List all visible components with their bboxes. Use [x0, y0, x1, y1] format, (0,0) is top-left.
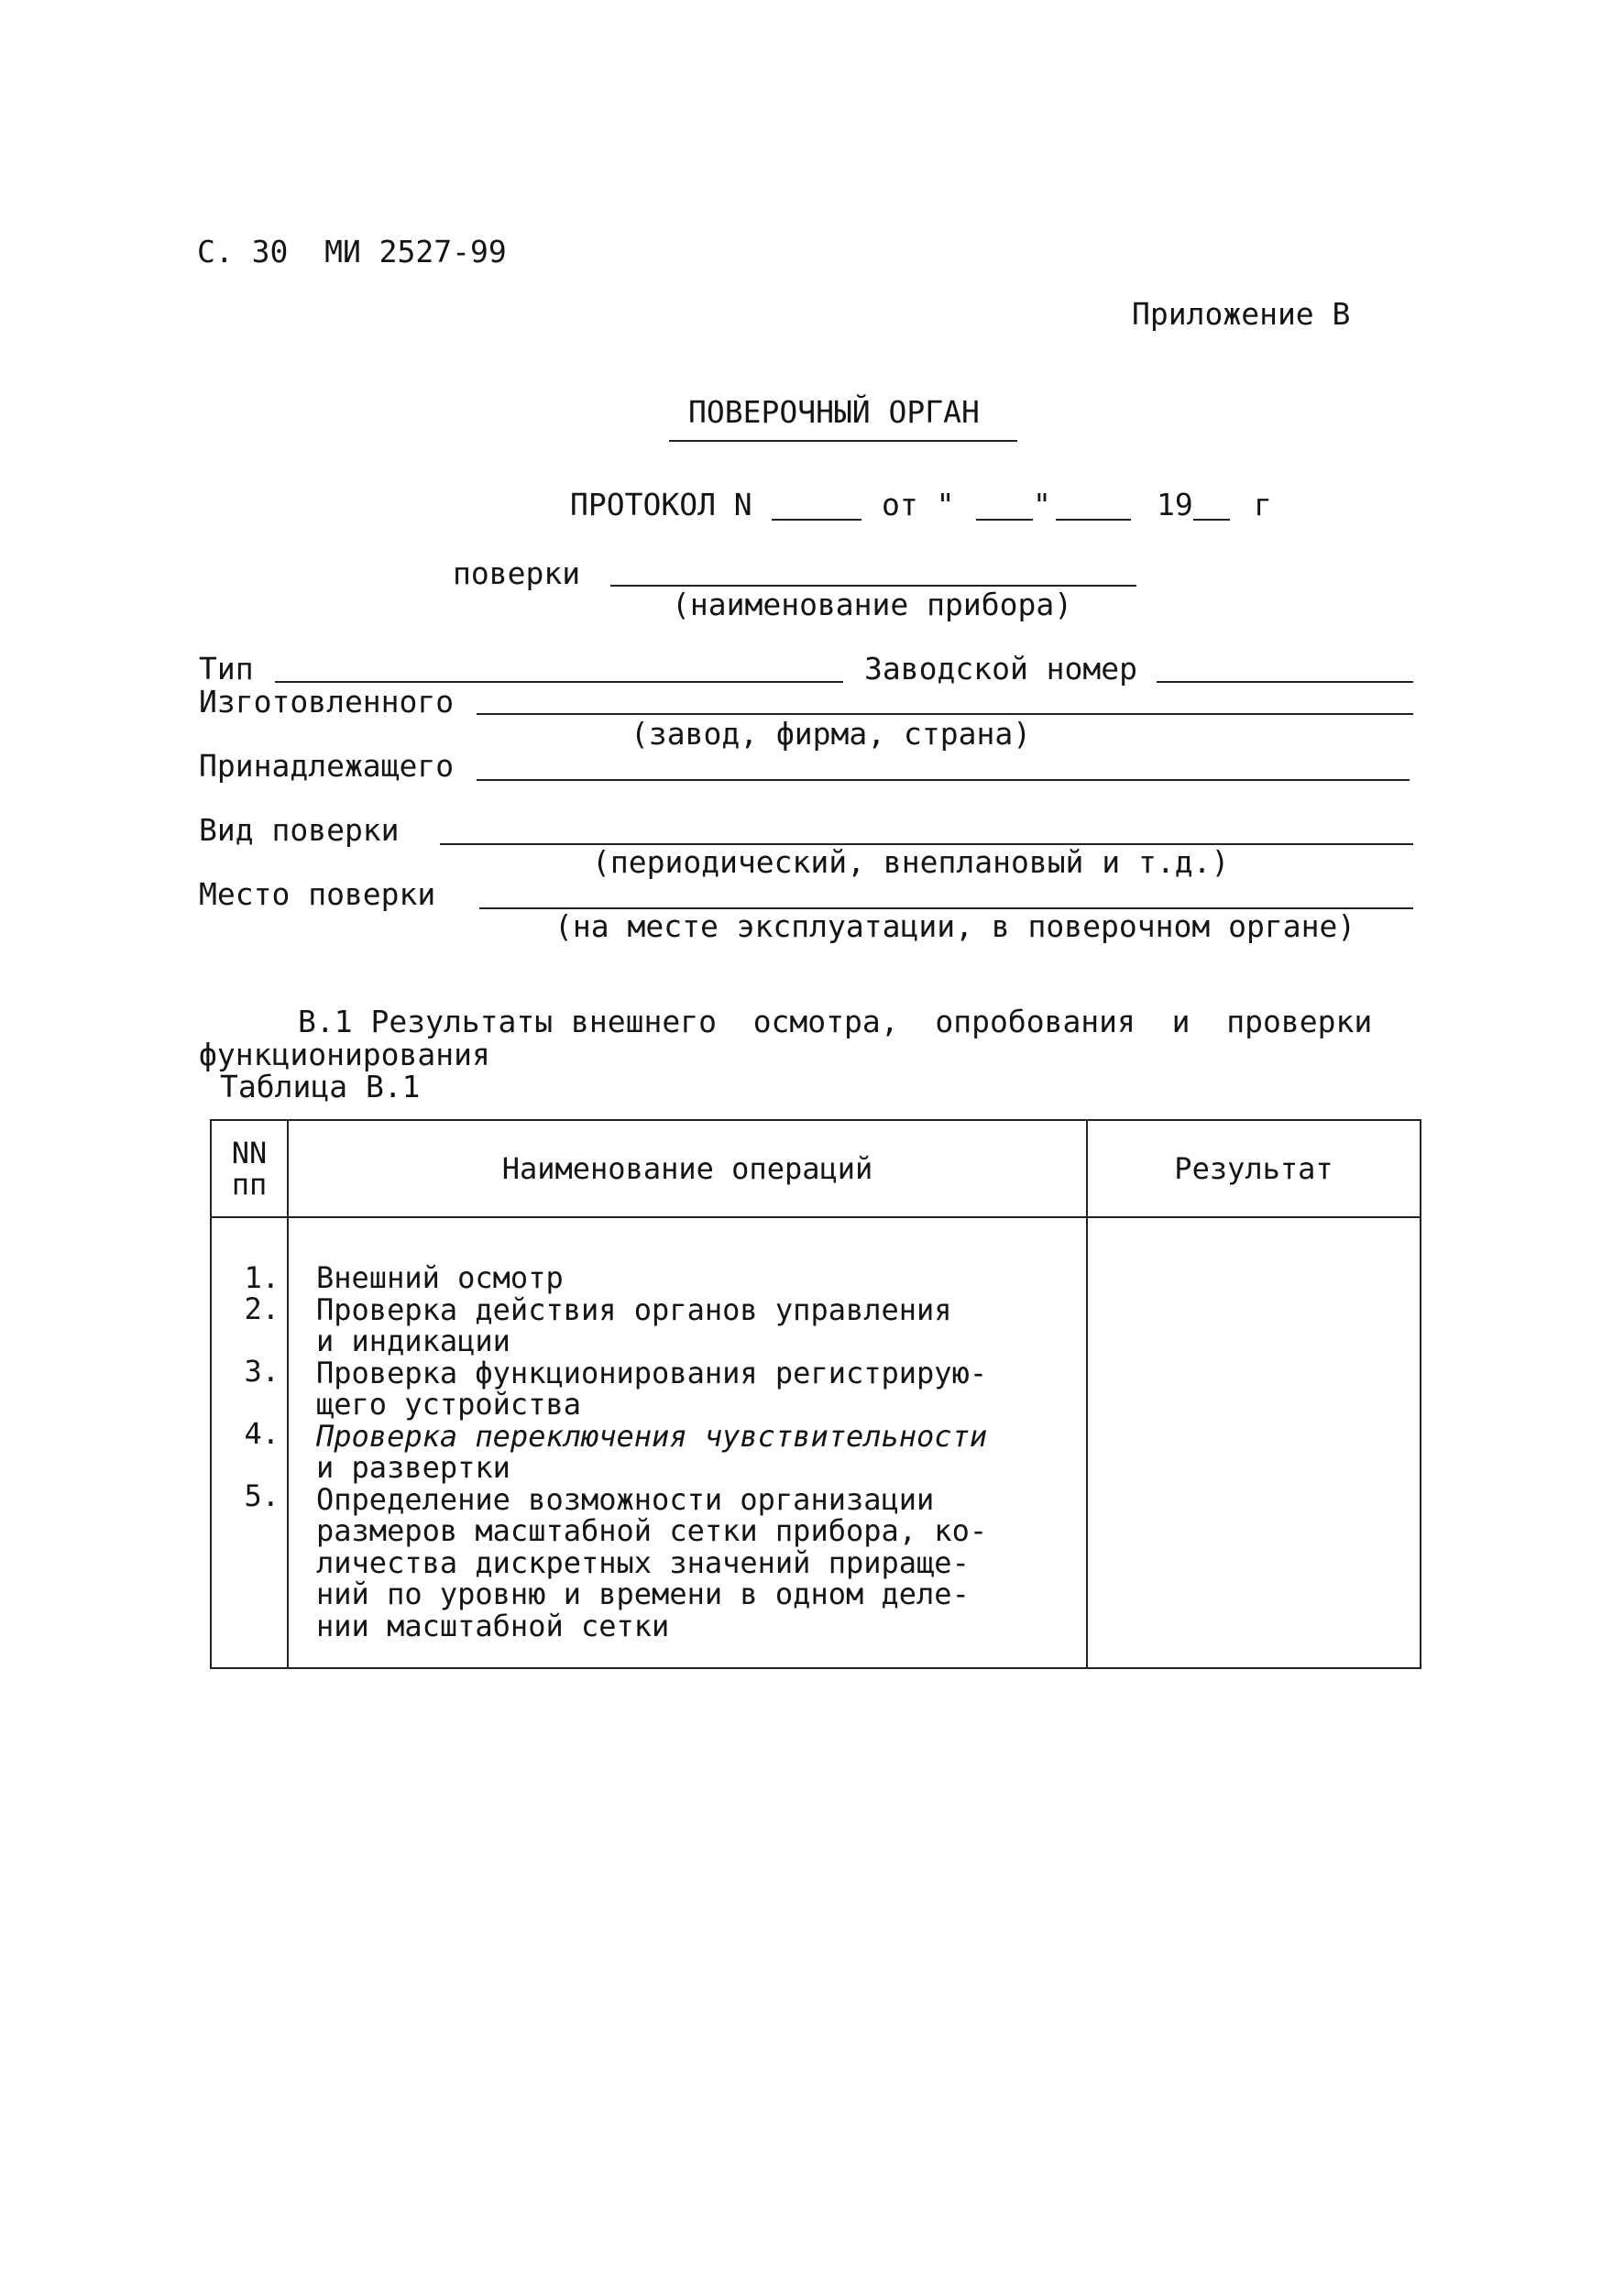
verification-label: поверки: [453, 555, 581, 591]
column-header-number: [211, 1120, 288, 1217]
verification-place-label: Место поверки: [199, 876, 436, 912]
protocol-year-blank: [1193, 519, 1230, 521]
protocol-number-blank: [772, 519, 861, 521]
result-cell[interactable]: [1087, 1217, 1421, 1668]
operation-text: личества дискретных значений прираще-: [316, 1544, 970, 1580]
manufactured-line: [477, 713, 1413, 715]
owner-label: Принадлежащего: [199, 748, 455, 784]
operation-text: Проверка переключения чувствительности: [316, 1418, 988, 1454]
operation-text: ний по уровню и времени в одном деле-: [316, 1576, 970, 1611]
verification-kind-hint: (периодический, внеплановый и т.д.): [592, 844, 1230, 880]
table-caption: Таблица В.1: [220, 1069, 421, 1104]
operation-item: [289, 1357, 1086, 1421]
protocol-day-blank: [976, 519, 1033, 521]
organ-title: ПОВЕРОЧНЫЙ ОРГАН: [688, 394, 980, 430]
serial-number-line: [1157, 681, 1413, 683]
operation-text: и индикации: [316, 1324, 510, 1358]
protocol-month-blank: [1056, 519, 1131, 521]
table-body-row: [211, 1217, 1421, 1668]
operation-item: [289, 1418, 1086, 1485]
organ-title-underline: [669, 440, 1017, 442]
protocol-year-suffix: г: [1254, 487, 1272, 522]
table-header-row: [211, 1120, 1421, 1217]
operation-text: щего устройства: [316, 1387, 581, 1422]
column-header-operations: Наименование операций: [288, 1120, 1087, 1217]
row-number: 5.: [244, 1478, 280, 1513]
operation-item: [289, 1291, 1086, 1358]
operation-text: Внешний осмотр: [316, 1260, 564, 1295]
operation-text: Определение возможности организации: [316, 1481, 935, 1517]
serial-number-label: Заводской номер: [864, 651, 1138, 687]
column-header-number-line2: пп: [231, 1167, 268, 1202]
row-number: 1.: [244, 1260, 280, 1295]
row-number: 4.: [244, 1416, 280, 1451]
operations-table: [210, 1119, 1421, 1669]
device-name-hint: (наименование прибора): [672, 587, 1073, 622]
manufactured-label: Изготовленного: [199, 684, 455, 720]
column-header-result: Результат: [1087, 1120, 1421, 1217]
protocol-date-quote: ": [1033, 487, 1051, 522]
operation-item: [289, 1481, 1086, 1643]
operation-text: размеров масштабной сетки прибора, ко-: [316, 1513, 988, 1548]
verification-kind-label: Вид поверки: [199, 812, 400, 848]
type-line: [275, 681, 843, 683]
verification-place-hint: (на месте эксплуатации, в поверочном органе): [554, 908, 1356, 944]
operation-text: нии масштабной сетки: [316, 1608, 670, 1643]
type-label: Тип: [199, 651, 254, 687]
operation-text: Проверка функционирования регистрирую-: [316, 1355, 988, 1390]
protocol-year: 19: [1157, 487, 1193, 522]
column-header-number-line1: NN: [231, 1136, 268, 1170]
row-numbers-cell: [211, 1217, 288, 1668]
protocol-label: ПРОТОКОЛ N: [570, 487, 752, 522]
operation-text: Проверка действия органов управления: [316, 1291, 952, 1327]
section-heading-continuation: функционирования: [199, 1037, 490, 1072]
manufactured-hint: (завод, фирма, страна): [631, 716, 1032, 752]
operation-text: и развертки: [316, 1450, 510, 1485]
section-heading: В.1 Результаты внешнего осмотра, опробования и проверки: [298, 1004, 1373, 1039]
appendix-label: Приложение В: [1132, 296, 1351, 332]
operations-cell: [288, 1217, 1087, 1668]
owner-line: [477, 779, 1410, 781]
operation-item: [289, 1262, 1086, 1294]
protocol-date-from: от ": [882, 487, 955, 522]
row-number: 2.: [244, 1291, 280, 1326]
page-reference: С. 30 МИ 2527-99: [197, 234, 507, 269]
row-number: 3.: [244, 1354, 280, 1389]
